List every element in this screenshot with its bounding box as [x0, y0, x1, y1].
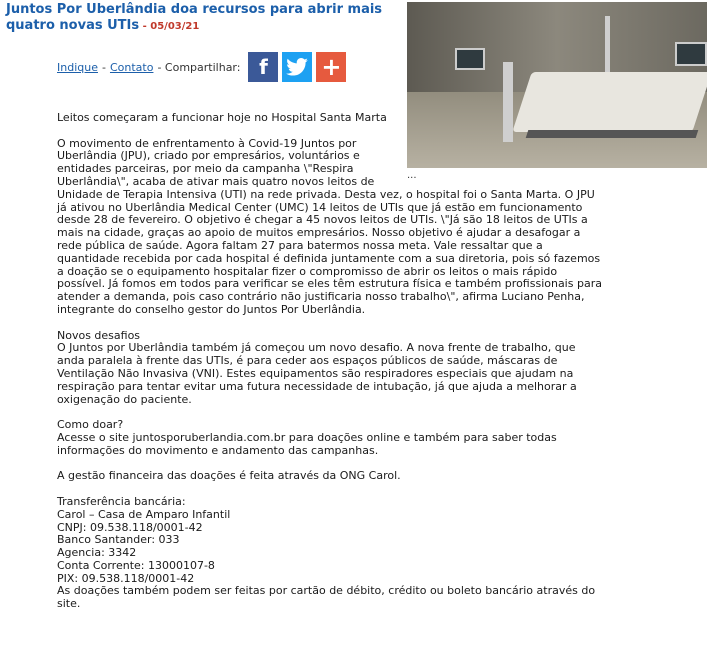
article-body	[57, 112, 617, 624]
share-bar	[57, 52, 346, 82]
article-title-block	[6, 2, 402, 35]
text-line: integrante do conselho gestor do Juntos Por Uberlândia.	[57, 302, 366, 316]
paragraph-1	[57, 138, 617, 317]
facebook-icon[interactable]: f	[248, 52, 278, 82]
paragraph-3	[57, 419, 617, 457]
title-separator: -	[139, 21, 151, 32]
text-line: oxigenação do paciente.	[57, 392, 192, 406]
text-line: Acesse o site juntosporuberlandia.com.br para doações online e também para saber todas	[57, 430, 557, 444]
text-line: Agencia: 3342	[57, 546, 137, 560]
contato-link[interactable]: Contato	[109, 60, 154, 74]
link-separator: -	[101, 60, 106, 74]
text-line: PIX: 09.538.118/0001-42	[57, 571, 195, 585]
text-line: Uberlândia (JPU), criado por empresários, voluntários e	[57, 149, 360, 163]
text-line: Ventilação Não Invasiva (VNI). Estes equipamentos são respiradores especiais que ajudam na	[57, 366, 574, 380]
paragraph-5	[57, 496, 617, 611]
text-line: possível. Já fomos em todos para verificar se eles têm estrutura física e também profissionais para	[57, 277, 602, 291]
text-line: Transferência bancária:	[57, 494, 186, 508]
text-line: A gestão financeira das doações é feita através da ONG Carol.	[57, 469, 401, 483]
share-label: - Compartilhar:	[157, 60, 241, 74]
text-line: já ativou no Uberlândia Medical Center (UMC) 14 leitos de UTIs que já estão em funcionamento	[57, 200, 583, 214]
text-line: Novos desafios	[57, 328, 141, 342]
paragraph-2	[57, 330, 617, 407]
text-line: anda paralela à frente das UTIs, é para ceder aos espaços públicos de saúde, máscaras de	[57, 354, 558, 368]
paragraph-4	[57, 470, 617, 483]
text-line: mais na cidade, graças ao apoio de muitos empresários. Nosso objetivo é ajudar a desafogar a	[57, 226, 581, 240]
text-line: O movimento de enfrentamento à Covid-19 Juntos por	[57, 136, 357, 150]
text-line: As doações também podem ser feitas por cartão de débito, crédito ou boleto bancário através do	[57, 584, 596, 598]
photo-caption: ...	[407, 170, 417, 181]
text-line: Carol – Casa de Amparo Infantil	[57, 507, 231, 521]
article-lead: Leitos começaram a funcionar hoje no Hospital Santa Marta	[57, 111, 387, 124]
photo-pole	[605, 16, 610, 76]
text-line: Conta Corrente: 13000107-8	[57, 558, 215, 572]
indique-link[interactable]: Indique	[57, 60, 98, 74]
text-line: entidades parceiras, por meio da campanha \"Respira	[57, 162, 354, 176]
text-line: informações do movimento e andamento das campanhas.	[57, 443, 379, 457]
text-line: quantidade recebida por cada hospital é definida juntamente com a sua diretoria, pois só fazemos	[57, 251, 601, 265]
text-line: Unidade de Terapia Intensiva (UTI) na rede privada. Desta vez, o hospital foi o Santa Marta. O JPU	[57, 187, 595, 201]
text-line: rede pública de saúde. Agora faltam 27 para batermos nossa meta. Vale ressaltar que a	[57, 238, 543, 252]
text-line: Como doar?	[57, 418, 124, 432]
plus-icon[interactable]: +	[316, 52, 346, 82]
article-title: Juntos Por Uberlândia doa recursos para abrir mais quatro novas UTIs	[6, 2, 383, 33]
text-line: site.	[57, 597, 81, 611]
twitter-icon[interactable]	[282, 52, 312, 82]
article-date: 05/03/21	[150, 21, 200, 32]
text-line: a doação se o equipamento hospitalar fizer o compromisso de abrir os leitos o mais rápido	[57, 264, 558, 278]
text-line: desde 28 de fevereiro. O objetivo é chegar a 45 novos leitos de UTIs. \"Já são 18 leitos de UTIs a	[57, 213, 588, 227]
photo-monitor	[675, 42, 707, 66]
photo-monitor	[455, 48, 485, 70]
text-line: respiração para tentar evitar uma futura necessidade de intubação, já que ajuda a melhorar a	[57, 379, 577, 393]
text-line: O Juntos por Uberlândia também já começou um novo desafio. A nova frente de trabalho, que	[57, 341, 576, 355]
text-line: Banco Santander: 033	[57, 533, 180, 547]
text-line: Uberlândia\", acaba de ativar mais quatro novos leitos de	[57, 174, 375, 188]
text-line: atender a demanda, pois caso contrário não justificaria nosso trabalho\", afirma Luciano Penha,	[57, 290, 585, 304]
text-line: CNPJ: 09.538.118/0001-42	[57, 520, 203, 534]
